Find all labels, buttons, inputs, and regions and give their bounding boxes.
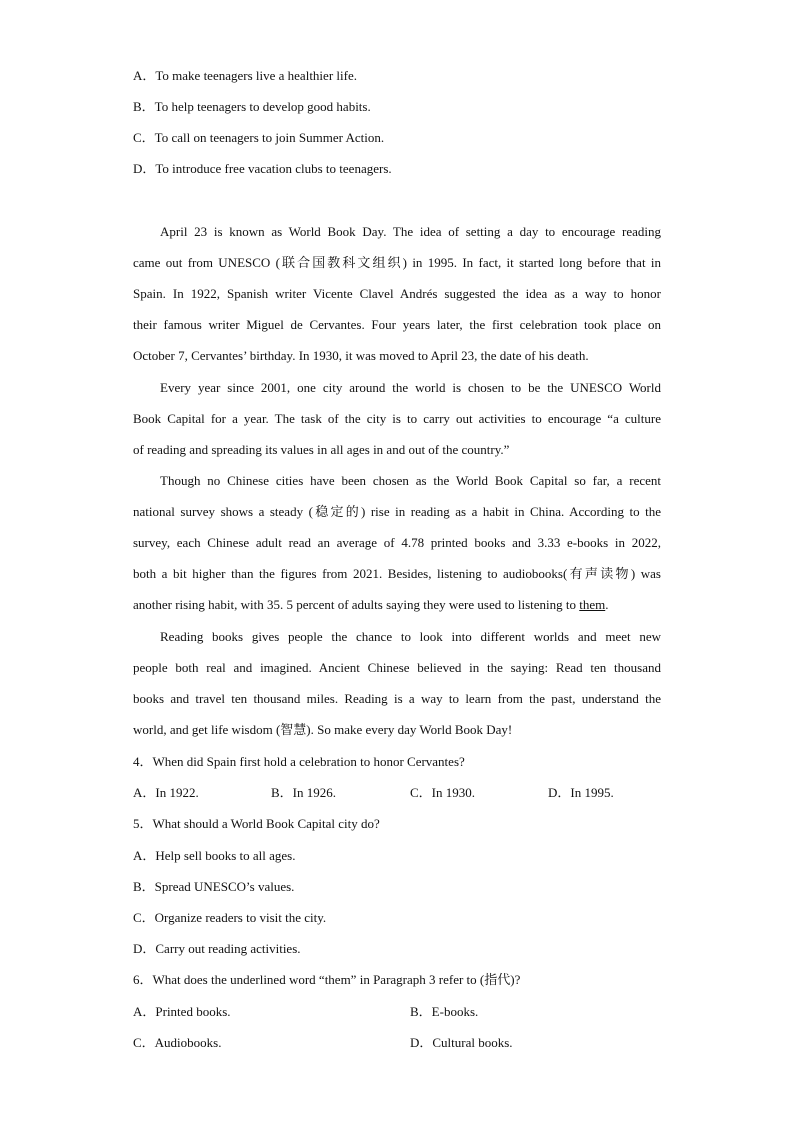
q6-stem: 6．What does the underlined word “them” in Paragraph 3 refer to (指代)? — [133, 972, 521, 987]
q3-option-a: A．To make teenagers live a healthier life. — [133, 68, 357, 83]
p4-line-1: Reading books gives people the chance to look into different worlds and meet new — [160, 629, 661, 644]
p1-line-4: their famous writer Miguel de Cervantes. Four years later, the first celebration took place on — [133, 317, 661, 332]
p4-line-2: people both real and imagined. Ancient Chinese believed in the saying: Read ten thousand — [133, 660, 661, 675]
p2-line-2: Book Capital for a year. The task of the city is to carry out activities to encourage “a culture — [133, 411, 661, 426]
q5-option-b: B．Spread UNESCO’s values. — [133, 879, 295, 894]
q6-option-c: C．Audiobooks. — [133, 1035, 222, 1050]
p1-line-1: April 23 is known as World Book Day. The idea of setting a day to encourage reading — [160, 224, 661, 239]
p1-line-3: Spain. In 1922, Spanish writer Vicente Clavel Andrés suggested the idea as a way to honor — [133, 286, 661, 301]
q5-option-d: D．Carry out reading activities. — [133, 941, 301, 956]
q4-option-a: A．In 1922. — [133, 785, 199, 800]
q5-stem: 5．What should a World Book Capital city do? — [133, 816, 380, 831]
p2-line-3: of reading and spreading its values in all ages in and out of the country.” — [133, 442, 510, 457]
p3-line-1: Though no Chinese cities have been chosen as the World Book Capital so far, a recent — [160, 473, 661, 488]
q6-option-a: A．Printed books. — [133, 1004, 231, 1019]
underlined-word-them: them — [579, 597, 606, 612]
p3-line-5 — [133, 597, 609, 613]
q3-option-b: B．To help teenagers to develop good habits. — [133, 99, 371, 114]
p3-line-2: national survey shows a steady (稳定的) rise in reading as a habit in China. According to the — [133, 504, 661, 519]
p3-line-5-text: another rising habit, with 35. 5 percent of adults saying they were used to listening to — [133, 597, 580, 612]
q4-option-d: D．In 1995. — [548, 785, 614, 800]
q6-option-d: D．Cultural books. — [410, 1035, 513, 1050]
q4-option-b: B．In 1926. — [271, 785, 337, 800]
p4-line-3: books and travel ten thousand miles. Reading is a way to learn from the past, understand the — [133, 691, 661, 706]
q5-option-c: C．Organize readers to visit the city. — [133, 910, 327, 925]
p1-line-5: October 7, Cervantes’ birthday. In 1930, it was moved to April 23, the date of his death. — [133, 348, 589, 363]
p1-line-2: came out from UNESCO (联合国教科文组织) in 1995. In fact, it started long before that in — [133, 255, 661, 270]
p2-line-1: Every year since 2001, one city around the world is chosen to be the UNESCO World — [160, 380, 661, 395]
p3-line-3: survey, each Chinese adult read an average of 4.78 printed books and 3.33 e-books in 2022, — [133, 535, 661, 550]
q3-option-d: D．To introduce free vacation clubs to teenagers. — [133, 161, 392, 176]
p4-line-4: world, and get life wisdom (智慧). So make every day World Book Day! — [133, 722, 513, 737]
q5-option-a: A．Help sell books to all ages. — [133, 848, 296, 863]
q6-option-b: B．E-books. — [410, 1004, 479, 1019]
q4-stem: 4．When did Spain first hold a celebration to honor Cervantes? — [133, 754, 465, 769]
p3-line-4: both a bit higher than the figures from 2021. Besides, listening to audiobooks(有声读物) was — [133, 566, 661, 581]
q3-option-c: C．To call on teenagers to join Summer Action. — [133, 130, 385, 145]
p3-line-5-end: . — [605, 597, 609, 612]
q4-option-c: C．In 1930. — [410, 785, 476, 800]
